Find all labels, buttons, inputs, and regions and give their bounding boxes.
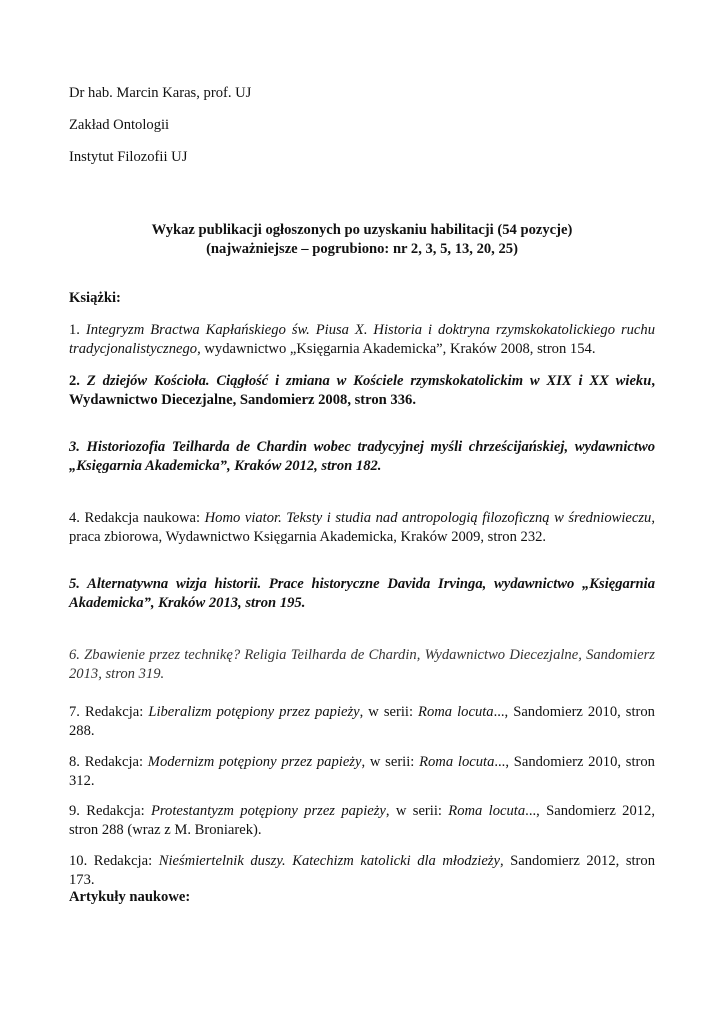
entry-lead: 8. Redakcja: [69,754,148,770]
author-name: Dr hab. Marcin Karas, prof. UJ [69,85,252,101]
entry-lead: 7. Redakcja: [69,704,149,720]
entry-details: , wydawnictwo „Księgarnia Akademicka”, Kraków 2008, stron 154. [197,341,596,357]
publication-entry-4 [69,509,655,547]
document-title-line-2: (najważniejsze – pogrubiono: nr 2, 3, 5, 13, 20, 25) [206,241,518,257]
publication-entry-10 [69,852,655,890]
institute-name: Instytut Filozofii UJ [69,149,188,165]
entry-title: Protestantyzm potępiony przez papieży [150,803,386,819]
publication-entry-5: 5. Alternatywna wizja historii. Prace historyczne Davida Irvinga, wydawnictwo „Księgarnia Akademicka”, Kraków 2013, stron 195. [69,576,655,611]
publication-entry-9 [69,802,655,840]
entry-lead: 4. Redakcja naukowa: [69,510,205,526]
entry-series-label: , w serii: [385,803,449,819]
entry-title: Modernizm potępiony przez papieży [147,754,362,770]
entry-details: ..., Sandomierz 2010, stron 288. [69,704,655,739]
publication-entry-3: 3. Historiozofia Teilharda de Chardin wobec tradycyjnej myśli chrześcijańskiej, wydawnictwo „Księgarnia Akademicka”, Kraków 2012, stron 182. [69,439,655,474]
document-title-line-1: Wykaz publikacji ogłoszonych po uzyskaniu habilitacji (54 pozycje) [151,222,573,238]
entry-title: Liberalizm potępiony przez papieży [148,704,360,720]
entry-title: Nieśmiertelnik duszy. Katechizm katolicki dla młodzieży [158,853,500,869]
entry-details: , praca zbiorowa, Wydawnictwo Księgarnia Akademicka, Kraków 2009, stron 232. [69,510,655,545]
section-heading-articles: Artykuły naukowe: [69,889,191,905]
entry-lead: 10. Redakcja: [69,853,159,869]
department-name: Zakład Ontologii [69,117,170,133]
entry-series-label: , w serii: [359,704,419,720]
entry-title: Z dziejów Kościoła. Ciągłość i zmiana w Kościele rzymskokatolickim w XIX i XX wieku [86,373,652,389]
entry-lead: 9. Redakcja: [69,803,151,819]
section-heading-books: Książki: [69,290,121,306]
entry-series: Roma locuta [419,754,495,770]
entry-series-label: , w serii: [361,754,420,770]
entry-details: ..., Sandomierz 2010, stron 312. [69,754,655,789]
publication-entry-7 [69,703,655,741]
publication-entry-6: 6. Zbawienie przez technikę? Religia Teilharda de Chardin, Wydawnictwo Diecezjalne, Sandomierz 2013, stron 319. [69,647,655,682]
entry-series: Roma locuta [448,803,526,819]
entry-number: 2. [69,373,80,389]
entry-number: 1. [69,322,80,338]
entry-details: ..., Sandomierz 2012, stron 288 (wraz z M. Broniarek). [69,803,655,838]
entry-title: Homo viator. Teksty i studia nad antropologią filozoficzną w średniowieczu [204,510,652,526]
publication-entry-8 [69,753,655,791]
entry-details: , Sandomierz 2012, stron 173. [69,853,656,888]
entry-details: , Wydawnictwo Diecezjalne, Sandomierz 2008, stron 336. [69,373,656,408]
entry-title: Integryzm Bractwa Kapłańskiego św. Piusa X. Historia i doktryna rzymskokatolickiego ruchu tradycjonalistycznego [69,322,655,357]
publication-entry-1 [69,321,655,359]
publication-entry-2 [69,372,655,410]
entry-series: Roma locuta [418,704,494,720]
